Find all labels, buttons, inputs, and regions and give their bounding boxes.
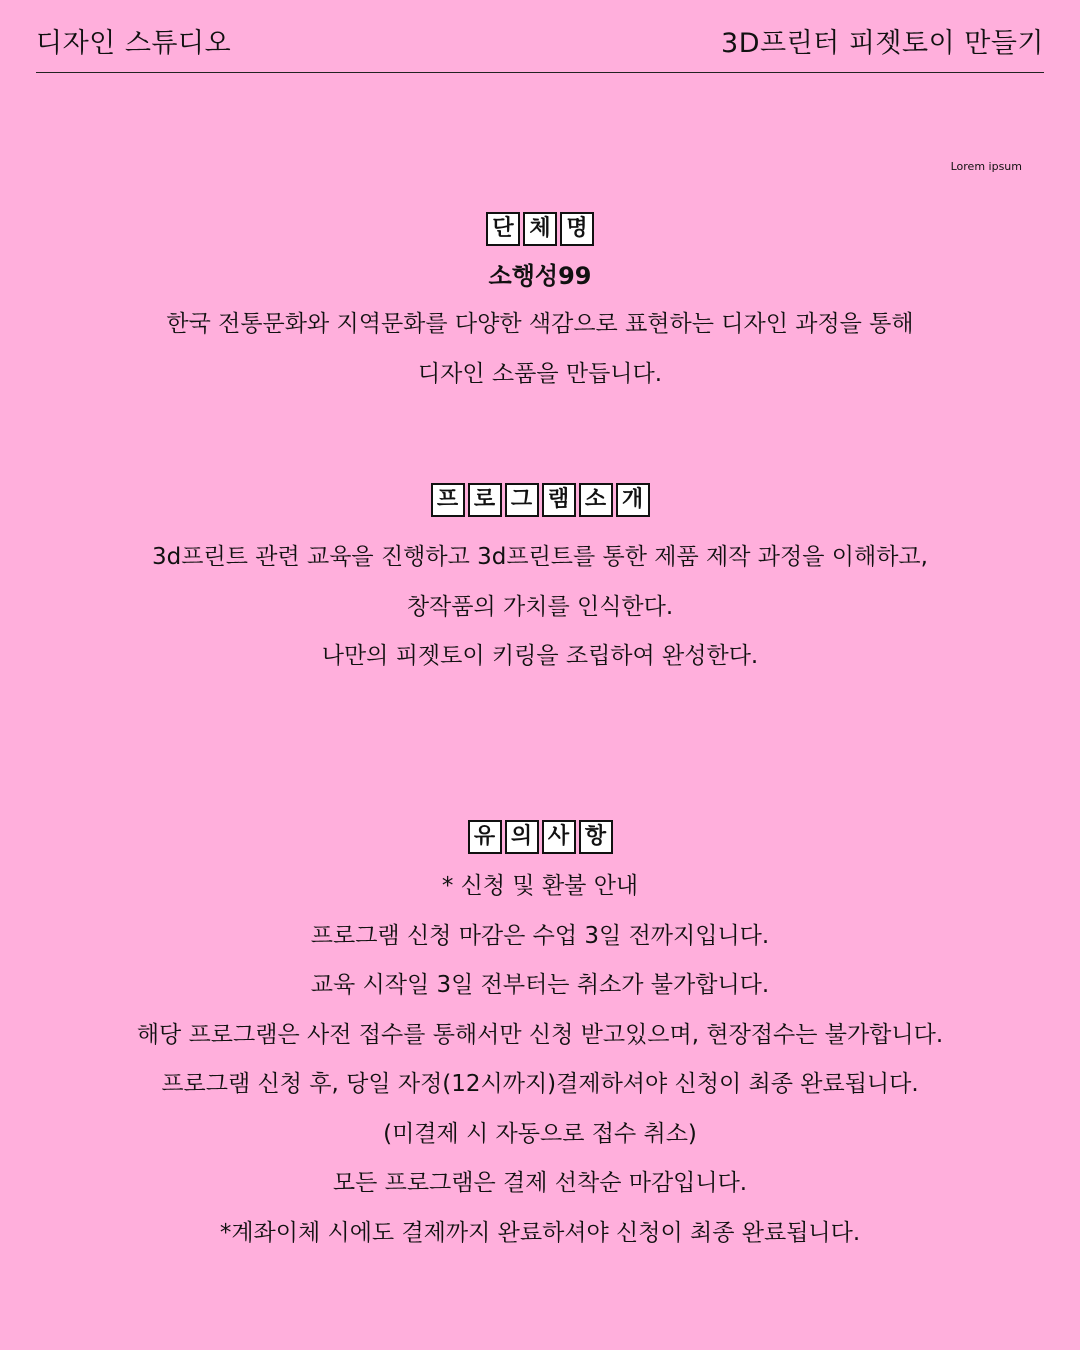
program-description [0, 533, 1080, 682]
heading-char: 명 [560, 212, 594, 246]
heading-char: 램 [542, 483, 576, 517]
text-line: 해당 프로그램은 사전 접수를 통해서만 신청 받고있으며, 현장접수는 불가합니다. [136, 1021, 944, 1048]
text-line: 모든 프로그램은 결제 선착순 마감입니다. [332, 1170, 748, 1196]
heading-char: 개 [616, 483, 650, 517]
heading-char: 사 [542, 820, 576, 854]
heading-char: 로 [468, 483, 502, 517]
org-heading [0, 212, 1080, 246]
heading-char: 유 [468, 820, 502, 854]
heading-char: 항 [579, 820, 613, 854]
heading-char: 단 [486, 212, 520, 246]
program-title: 3D프린터 피젯토이 만들기 [721, 28, 1044, 59]
text-line: 창작품의 가치를 인식한다. [406, 593, 674, 620]
org-name: 소행성99 [488, 262, 592, 290]
org-section [0, 212, 1080, 399]
program-heading [0, 483, 1080, 517]
notes-heading [0, 820, 1080, 854]
notes-section [0, 820, 1080, 1258]
text-line: 디자인 소품을 만듭니다. [417, 360, 663, 387]
text-line: * 신청 및 환불 안내 [441, 873, 639, 899]
notes-list [0, 862, 1080, 1258]
program-section [0, 483, 1080, 682]
text-line: 프로그램 신청 후, 당일 자정(12시까지)결제하셔야 신청이 최종 완료됩니다. [161, 1071, 919, 1097]
heading-char: 의 [505, 820, 539, 854]
org-description [0, 300, 1080, 399]
heading-char: 프 [431, 483, 465, 517]
studio-name: 디자인 스튜디오 [36, 28, 232, 59]
heading-char: 체 [523, 212, 557, 246]
text-line: (미결제 시 자동으로 접수 취소) [383, 1120, 697, 1147]
text-line: *계좌이체 시에도 결제까지 완료하셔야 신청이 최종 완료됩니다. [219, 1219, 861, 1246]
text-line: 3d프린트 관련 교육을 진행하고 3d프린트를 통한 제품 제작 과정을 이해하고, [152, 544, 928, 570]
heading-char: 소 [579, 483, 613, 517]
text-line: 나만의 피젯토이 키링을 조립하여 완성한다. [321, 643, 759, 669]
corner-note: Lorem ipsum [950, 160, 1022, 173]
page-header [36, 24, 1044, 73]
text-line: 한국 전통문화와 지역문화를 다양한 색감으로 표현하는 디자인 과정을 통해 [166, 311, 914, 337]
text-line: 프로그램 신청 마감은 수업 3일 전까지입니다. [310, 922, 770, 949]
heading-char: 그 [505, 483, 539, 517]
text-line: 교육 시작일 3일 전부터는 취소가 불가합니다. [310, 972, 770, 998]
